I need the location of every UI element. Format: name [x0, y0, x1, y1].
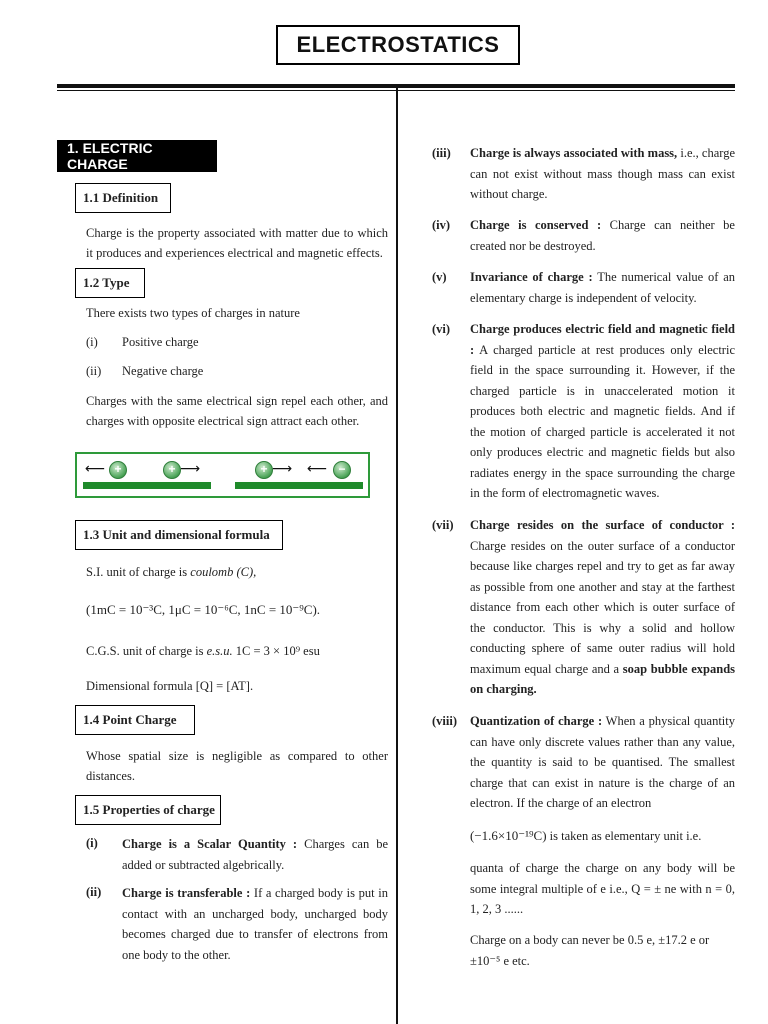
property-item	[470, 515, 735, 700]
type-item-text: Negative charge	[122, 364, 204, 378]
cgs-unit-name: e.s.u.	[206, 644, 233, 658]
property-num: (vi)	[432, 322, 451, 336]
negative-charge-icon: −	[333, 461, 351, 479]
right-arrow-icon: ⟶	[272, 461, 293, 477]
type-item-num: (i)	[86, 335, 98, 349]
quantization-continued: quanta of charge the charge on any body will be some integral multiple of e i.e., Q = ± ne with n = 0, 1, 2, 3 ......	[470, 861, 735, 916]
property-num: (viii)	[432, 714, 457, 728]
left-arrow-icon: ⟵	[307, 461, 328, 477]
type-item-text: Positive charge	[122, 335, 199, 349]
type-heading: 1.2 Type	[75, 268, 145, 298]
property-item	[122, 883, 388, 965]
right-arrow-icon: ⟶	[180, 461, 201, 477]
property-item	[470, 267, 735, 308]
properties-heading: 1.5 Properties of charge	[75, 795, 221, 825]
definition-heading: 1.1 Definition	[75, 183, 171, 213]
property-item	[470, 215, 735, 256]
property-tail: soap bubble expands on charging.	[470, 661, 736, 696]
property-num: (v)	[432, 270, 447, 284]
property-text: A charged particle at rest produces only electric field in the space surrounding it. However, if the charged particle is in unaccelerated motion it produces both electric and magnetic fields. And if the motion of charged particle is accelerated it not only produces electric and magnetic fields but also radiates energy in the space surrounding the charge in the form of electromagnetic waves.	[470, 342, 735, 500]
si-unit-name: coulomb (C),	[190, 565, 257, 579]
positive-charge-icon: +	[109, 461, 127, 479]
property-title: Charge is a Scalar Quantity :	[122, 837, 298, 851]
charge-interaction-diagram	[75, 452, 370, 498]
property-title: Invariance of charge :	[470, 270, 593, 284]
column-divider	[396, 84, 398, 1024]
property-title: Charge is always associated with mass,	[470, 146, 678, 160]
property-text: When a physical quantity can have only discrete values rather than any value, the quantity is said to be quantised. The smallest charge that can exist in nature is the charge of an electron. If the charge of an electron	[470, 714, 735, 810]
property-item	[470, 319, 735, 504]
formula-after: is taken as elementary unit i.e.	[546, 829, 702, 843]
property-num: (vii)	[432, 518, 454, 532]
point-charge-heading: 1.4 Point Charge	[75, 705, 195, 735]
property-text: i.e., charge can not exist without mass though mass can exist without charge.	[470, 146, 735, 201]
positive-charge-icon: +	[163, 461, 181, 479]
property-text: Charge resides on the outer surface of a conductor because like charges repel and try to get as far away as possible from one another and stay at the farthest distance from each other which is outer surface of the conductor. This is why a solid and hollow conducting sphere of same outer radius will hold maximum equal charge and a	[470, 538, 735, 676]
quantization-formula-line	[470, 826, 735, 847]
positive-charge-icon: +	[255, 461, 273, 479]
property-title: Charge is conserved :	[470, 218, 602, 232]
property-item	[122, 834, 388, 875]
property-item	[470, 143, 735, 205]
section-heading: 1. ELECTRIC CHARGE	[57, 140, 217, 172]
page-title: ELECTROSTATICS	[276, 25, 520, 65]
quantization-final: Charge on a body can never be 0.5 e, ±17.2 e or ±10⁻⁵ e etc.	[470, 933, 710, 968]
property-text: The numerical value of an elementary charge is independent of velocity.	[470, 270, 735, 305]
property-title: Charge is transferable :	[122, 886, 251, 900]
si-unit-line	[86, 562, 388, 582]
point-charge-text: Whose spatial size is negligible as compared to other distances.	[86, 749, 388, 783]
ground-bar-right	[235, 482, 363, 489]
type-note: Charges with the same electrical sign repel each other, and charges with opposite electrical sign attract each other.	[86, 394, 388, 428]
property-title: Charge resides on the surface of conductor :	[470, 518, 735, 532]
unit-conversions: (1mC = 10⁻³C, 1μC = 10⁻⁶C, 1nC = 10⁻⁹C).	[86, 602, 321, 617]
cgs-unit-prefix: C.G.S. unit of charge is	[86, 644, 207, 658]
property-num: (iii)	[432, 146, 451, 160]
electron-charge-formula: (−1.6×10⁻¹⁹C)	[470, 828, 547, 843]
type-item-num: (ii)	[86, 364, 102, 378]
property-item	[470, 711, 735, 814]
property-title: Quantization of charge :	[470, 714, 603, 728]
si-unit-prefix: S.I. unit of charge is	[86, 565, 191, 579]
cgs-unit-line	[86, 641, 388, 661]
property-num: (ii)	[86, 885, 102, 899]
property-num: (i)	[86, 836, 98, 850]
definition-text: Charge is the property associated with matter due to which it produces and experiences electrical and magnetic effects.	[86, 226, 388, 260]
dimensional-formula: Dimensional formula [Q] = [AT].	[86, 679, 254, 693]
property-num: (iv)	[432, 218, 451, 232]
property-title: Charge produces electric field and magnetic field :	[470, 322, 735, 357]
cgs-unit-suffix: 1C = 3 × 10⁹ esu	[232, 644, 320, 658]
unit-heading: 1.3 Unit and dimensional formula	[75, 520, 283, 550]
left-arrow-icon: ⟵	[85, 461, 106, 477]
property-text: Charges can be added or subtracted algebrically.	[122, 837, 388, 872]
ground-bar-left	[83, 482, 211, 489]
property-text: If a charged body is put in contact with an uncharged body, uncharged body becomes charged due to transfer of electrons from one body to the other.	[122, 886, 388, 962]
type-intro: There exists two types of charges in nature	[86, 306, 300, 320]
property-text: Charge can neither be created nor be destroyed.	[470, 218, 735, 253]
